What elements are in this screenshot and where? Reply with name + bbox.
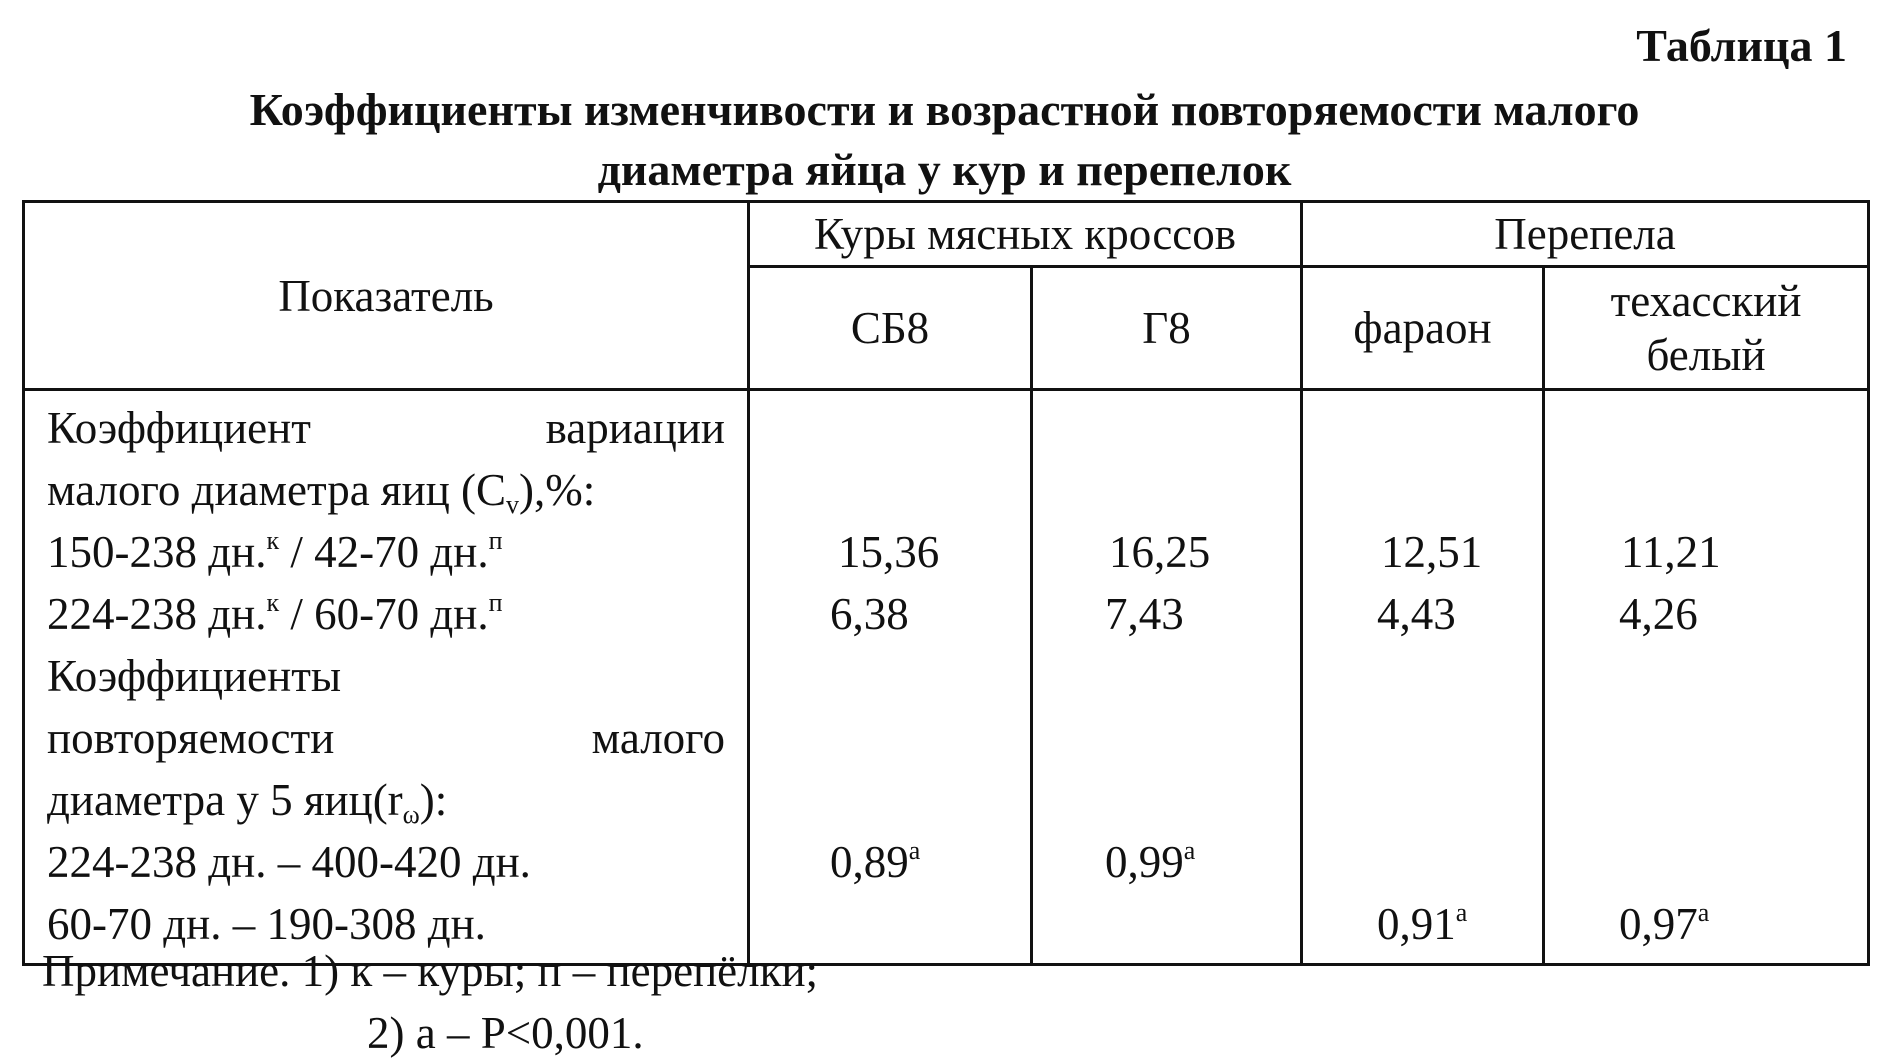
table-note-line-1: Примечание. 1) к – куры; п – перепёлки;: [42, 946, 819, 996]
header-col-texas-line-1: техасский: [1610, 276, 1802, 326]
header-group-chickens: Куры мясных кроссов: [749, 202, 1302, 267]
value-g8-rep1: $0,99^а$: [1105, 836, 1196, 887]
value-sb8-cv1: 15,36: [838, 527, 940, 577]
header-col-g8: Г8: [1032, 267, 1302, 390]
header-col-pharaoh: фараон: [1302, 267, 1544, 390]
cv-title-line-2: малого диаметра яиц $(C_v),\%$:: [47, 465, 596, 519]
value-sb8-cv2: 6,38: [830, 589, 909, 639]
header-col-texas-line-2: белый: [1646, 330, 1766, 380]
rep-title-line-3: диаметра у 5 $яиц(r_\omega)$:: [47, 775, 448, 829]
value-g8-cv2: 7,43: [1105, 589, 1184, 639]
header-col-texas: [1544, 267, 1869, 390]
values-cell-texas: [1544, 390, 1869, 965]
value-g8-cv1: 16,25: [1109, 527, 1211, 577]
rep-row-label-2: 60-70 дн. – 190-308 дн.: [47, 899, 486, 949]
rep-title-line-1: Коэффициенты: [47, 651, 342, 701]
value-pharaoh-rep2: $0,91^а$: [1377, 898, 1468, 949]
header-col-sb8: СБ8: [749, 267, 1032, 390]
indicator-cell: [24, 390, 749, 965]
header-indicator: Показатель: [24, 202, 749, 390]
cv-row-label-1: 150-238 дн.$^к$ / 42-70 дн.$^п$: [47, 526, 503, 577]
value-pharaoh-cv2: 4,43: [1377, 589, 1456, 639]
table-title: [0, 80, 1889, 200]
value-texas-rep2: $0,97^а$: [1619, 898, 1710, 949]
rep-title-line-2: повторяемости малого: [47, 713, 725, 763]
value-pharaoh-cv1: 12,51: [1381, 527, 1483, 577]
cv-title-line-1: Коэффициент вариации: [47, 403, 725, 453]
table-title-line-2: диаметра яйца у кур и перепелок: [597, 144, 1292, 195]
table-title-line-1: Коэффициенты изменчивости и возрастной повторяемости малого: [249, 84, 1640, 135]
value-texas-cv1: 11,21: [1621, 527, 1721, 577]
header-group-quail: Перепела: [1302, 202, 1869, 267]
value-texas-cv2: 4,26: [1619, 589, 1698, 639]
cv-row-label-2: 224-238 дн.$^к$ / 60-70 дн.$^п$: [47, 588, 503, 639]
values-cell-g8: [1032, 390, 1302, 965]
table-body-row: [24, 390, 1869, 965]
rep-row-label-1: 224-238 дн. – 400-420 дн.: [47, 837, 531, 887]
header-row-groups: [24, 202, 1869, 267]
data-table: [22, 200, 1870, 966]
table-note-line-2: 2) а – Р<0,001.: [367, 1008, 644, 1058]
values-cell-pharaoh: [1302, 390, 1544, 965]
values-cell-sb8: [749, 390, 1032, 965]
value-sb8-rep1: $0,89^а$: [830, 836, 921, 887]
table-note: [42, 940, 818, 1064]
table-label: Таблица 1: [1636, 20, 1847, 71]
